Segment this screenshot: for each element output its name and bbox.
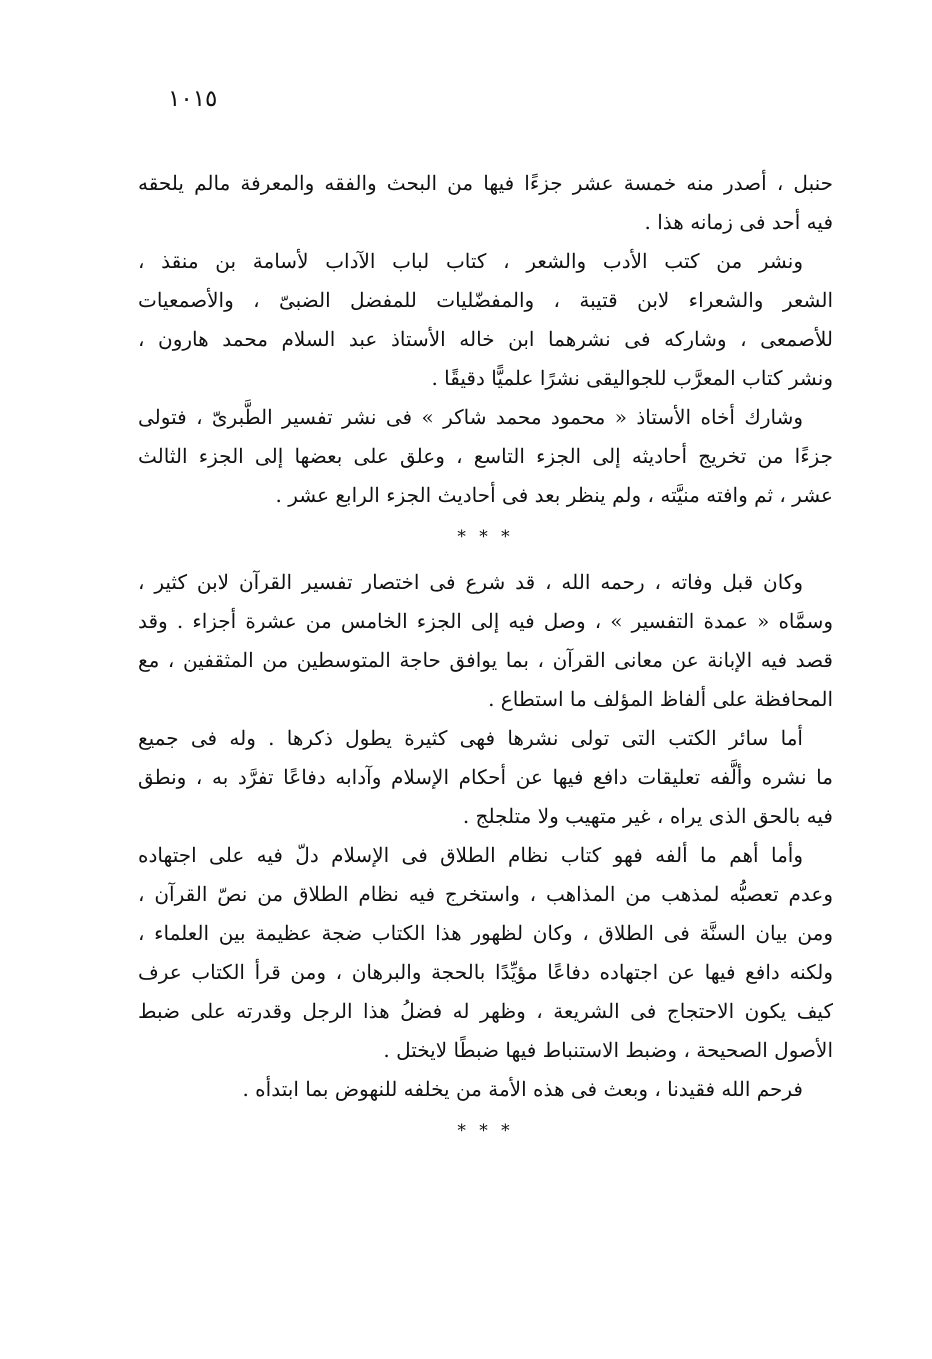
- paragraph: [138, 164, 833, 242]
- section-divider: * * *: [457, 1121, 514, 1141]
- text-line: وشارك أخاه الأستاذ « محمود محمد شاكر » فى نشر تفسير الطَّبرىّ ، فتولى: [138, 405, 803, 429]
- text-line: ومن بيان السنَّة فى الطلاق ، وكان لظهور هذا الكتاب ضجة عظيمة بين العلماء ،: [138, 921, 833, 945]
- text-line: قصد فيه الإبانة عن معانى القرآن ، بما يوافق حاجة المتوسطين من المثقفين ، مع: [138, 648, 833, 672]
- paragraph: [138, 719, 833, 836]
- paragraph: [138, 398, 833, 515]
- text-line: للأصمعى ، وشاركه فى نشرهما ابن خاله الأستاذ عبد السلام محمد هارون ،: [138, 327, 833, 351]
- paragraph: [138, 563, 833, 719]
- body-text: [138, 164, 833, 1157]
- text-line: ما نشره وألَّفه تعليقات دافع فيها عن أحكام الإسلام وآدابه دفاعًا تفرَّد به ، ونطق: [138, 765, 833, 789]
- text-line: وأما أهم ما ألفه فهو كتاب نظام الطلاق فى الإسلام دلّ فيه على اجتهاده: [138, 843, 803, 867]
- text-line: أما سائر الكتب التى تولى نشرها فهى كثيرة يطول ذكرها . وله فى جميع: [138, 726, 803, 750]
- text-line: ونشر كتاب المعرَّب للجواليقى نشرًا علميًّا دقيقًا .: [431, 366, 833, 390]
- text-line: وكان قبل وفاته ، رحمه الله ، قد شرع فى اختصار تفسير القرآن لابن كثير ،: [138, 570, 803, 594]
- text-line: كيف يكون الاحتجاج فى الشريعة ، وظهر له فضلُ هذا الرجل وقدرته على ضبط: [138, 999, 833, 1023]
- text-line: فيه أحد فى زمانه هذا .: [644, 210, 833, 234]
- text-line: وعدم تعصبُّه لمذهب من المذاهب ، واستخرج فيه نظام الطلاق من نصّ القرآن ،: [138, 882, 833, 906]
- page-number: ١٠١٥: [168, 86, 218, 112]
- text-line: جزءًا من تخريج أحاديثه إلى الجزء التاسع ، وعلق على بعضها إلى الجزء الثالث: [138, 444, 833, 468]
- paragraph: [138, 836, 833, 1070]
- text-line: المحافظة على ألفاظ المؤلف ما استطاع .: [488, 687, 833, 711]
- text-line: عشر ، ثم وافته منيَّته ، ولم ينظر بعد فى أحاديث الجزء الرابع عشر .: [275, 483, 833, 507]
- text-line: فيه بالحق الذى يراه ، غير متهيب ولا متلجلج .: [462, 804, 833, 828]
- text-line: الأصول الصحيحة ، وضبط الاستنباط فيها ضبطًا لايختل .: [383, 1038, 833, 1062]
- text-line: وسمَّاه « عمدة التفسير » ، وصل فيه إلى الجزء الخامس من عشرة أجزاء . وقد: [138, 609, 833, 633]
- section-divider: * * *: [457, 527, 514, 547]
- text-line: حنبل ، أصدر منه خمسة عشر جزءًا فيها من البحث والفقه والمعرفة مالم يلحقه: [138, 171, 833, 195]
- text-line: ونشر من كتب الأدب والشعر ، كتاب لباب الآداب لأسامة بن منقذ ،: [138, 249, 803, 273]
- text-line: ولكنه دافع فيها عن اجتهاده دفاعًا مؤيِّدًا بالحجة والبرهان ، ومن قرأ الكتاب عرف: [138, 960, 833, 984]
- text-line: الشعر والشعراء لابن قتيبة ، والمفضّليات للمفضل الضبىّ ، والأصمعيات: [138, 288, 833, 312]
- text-line: فرحم الله فقيدنا ، وبعث فى هذه الأمة من يخلفه للنهوض بما ابتدأه .: [242, 1077, 803, 1101]
- paragraph: [138, 1070, 833, 1109]
- paragraph: [138, 242, 833, 398]
